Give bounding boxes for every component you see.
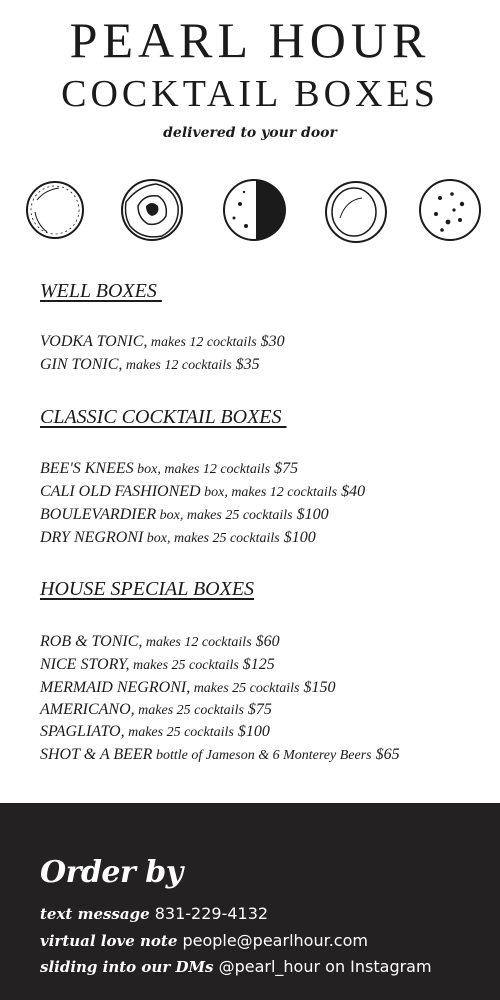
section-title-well-boxes: WELL BOXES bbox=[40, 280, 162, 302]
contact-text-message bbox=[40, 904, 268, 924]
item-detail: box, makes 25 cocktails bbox=[156, 508, 293, 523]
tagline: delivered to your door bbox=[163, 125, 337, 141]
half-moon-icon bbox=[214, 170, 294, 250]
email-address[interactable]: people@pearlhour.com bbox=[177, 931, 368, 950]
item-name: GIN TONIC, bbox=[40, 356, 123, 373]
item-price: $60 bbox=[251, 633, 280, 650]
item-detail: box, makes 25 cocktails bbox=[143, 531, 280, 546]
item-name: DRY NEGRONI bbox=[40, 529, 144, 546]
item-detail: makes 12 cocktails bbox=[122, 358, 232, 373]
item-name: CALI OLD FASHIONED bbox=[40, 483, 201, 500]
menu-item bbox=[40, 678, 335, 699]
item-name: AMERICANO, bbox=[40, 701, 135, 718]
item-name: SPAGLIATO, bbox=[40, 723, 125, 740]
item-name: MERMAID NEGRONI, bbox=[40, 679, 191, 696]
menu-item bbox=[40, 632, 280, 653]
item-name: BEE'S KNEES bbox=[40, 460, 134, 477]
item-detail: makes 25 cocktails bbox=[134, 703, 244, 718]
item-detail: box, makes 12 cocktails bbox=[200, 485, 338, 500]
menu-item bbox=[40, 482, 365, 503]
garnish-illustrations bbox=[0, 170, 500, 250]
menu-item bbox=[40, 655, 275, 676]
instagram-handle[interactable]: @pearl_hour on Instagram bbox=[213, 957, 432, 976]
item-price: $75 bbox=[270, 460, 299, 477]
egg-icon bbox=[316, 170, 396, 250]
order-title: Order by bbox=[40, 855, 183, 890]
menu-item bbox=[40, 722, 270, 743]
seeded-citrus-icon bbox=[410, 170, 490, 250]
item-price: $40 bbox=[337, 483, 366, 500]
item-detail: makes 12 cocktails bbox=[147, 335, 257, 350]
menu-item bbox=[40, 332, 285, 353]
contact-email bbox=[40, 931, 368, 951]
contact-label: text message bbox=[40, 905, 150, 923]
item-name: BOULEVARDIER bbox=[40, 506, 157, 523]
item-name: VODKA TONIC, bbox=[40, 333, 148, 350]
item-price: $100 bbox=[279, 529, 316, 546]
item-detail: makes 25 cocktails bbox=[124, 725, 234, 740]
item-price: $100 bbox=[233, 723, 270, 740]
menu-item bbox=[40, 459, 298, 480]
item-price: $150 bbox=[299, 679, 336, 696]
item-price: $100 bbox=[292, 506, 329, 523]
section-title-house-special-boxes: HOUSE SPECIAL BOXES bbox=[40, 578, 255, 600]
item-detail: bottle of Jameson & 6 Monterey Beers bbox=[152, 748, 372, 763]
item-price: $65 bbox=[371, 746, 400, 763]
rose-icon bbox=[112, 170, 192, 250]
item-detail: makes 12 cocktails bbox=[142, 635, 252, 650]
menu-item bbox=[40, 505, 329, 526]
order-footer bbox=[0, 803, 500, 1000]
contact-label: sliding into our DMs bbox=[40, 958, 214, 976]
item-name: NICE STORY, bbox=[40, 656, 130, 673]
lemon-slice-icon bbox=[15, 170, 95, 250]
item-price: $30 bbox=[256, 333, 285, 350]
contact-instagram bbox=[40, 957, 432, 977]
phone-number[interactable]: 831-229-4132 bbox=[149, 904, 269, 923]
item-name: ROB & TONIC, bbox=[40, 633, 143, 650]
menu-item bbox=[40, 528, 316, 549]
item-detail: box, makes 12 cocktails bbox=[133, 462, 271, 477]
contact-label: virtual love note bbox=[40, 932, 178, 950]
item-price: $75 bbox=[243, 701, 272, 718]
menu-item bbox=[40, 700, 272, 721]
brand-subtitle: COCKTAIL BOXES bbox=[61, 73, 439, 115]
item-price: $125 bbox=[238, 656, 275, 673]
item-name: SHOT & A BEER bbox=[40, 746, 153, 763]
menu-item bbox=[40, 355, 260, 376]
item-price: $35 bbox=[231, 356, 260, 373]
brand-title: PEARL HOUR bbox=[69, 12, 431, 68]
item-detail: makes 25 cocktails bbox=[190, 681, 300, 696]
item-detail: makes 25 cocktails bbox=[129, 658, 239, 673]
section-title-classic-boxes: CLASSIC COCKTAIL BOXES bbox=[40, 406, 287, 428]
menu-item bbox=[40, 745, 400, 766]
